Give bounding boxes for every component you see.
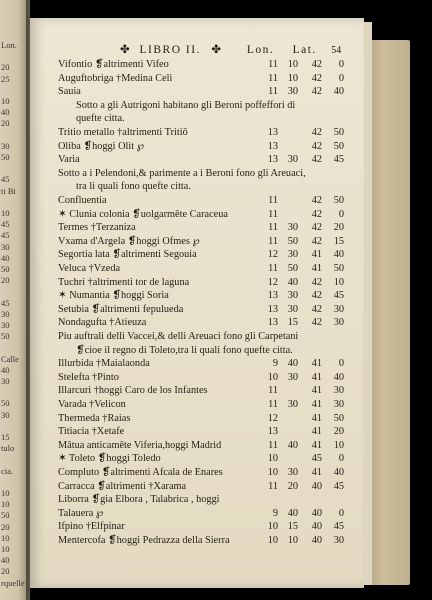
- place-name: Termes †Terzaniza: [58, 222, 136, 234]
- longitude-degrees: 11: [268, 195, 278, 206]
- left-page-fragment: 20: [1, 118, 10, 129]
- left-page-fragment: 45: [1, 174, 10, 185]
- left-page-fragment: 10: [1, 544, 10, 554]
- place-name: Stelefta †Pinto: [58, 371, 119, 383]
- longitude-degrees: 10: [267, 467, 278, 478]
- latitude-minutes: 45: [333, 480, 344, 492]
- latitude-degrees: 40: [311, 535, 322, 546]
- latitude-degrees: 41: [311, 439, 322, 451]
- place-row: [30, 493, 364, 506]
- ornament-right: ✤: [211, 44, 223, 56]
- longitude-minutes: 15: [287, 521, 298, 533]
- latitude-degrees: 41: [311, 412, 322, 424]
- longitude-minutes: 30: [287, 154, 298, 166]
- latitude-minutes: 50: [333, 263, 344, 274]
- latitude-degrees: 42: [311, 208, 322, 220]
- place-name: Tuchri †altrimenti tor de laguna: [58, 276, 190, 288]
- latitude-minutes: 0: [338, 208, 344, 220]
- latitude-degrees: 41: [311, 371, 322, 383]
- place-row: [30, 371, 364, 384]
- book-page: [30, 18, 364, 588]
- latitude-degrees: 42: [311, 317, 322, 329]
- left-page-fragment: 30: [1, 308, 10, 319]
- place-row: [30, 153, 364, 166]
- place-row: [30, 439, 364, 452]
- column-heading-longitude: Lon.: [246, 44, 275, 56]
- latitude-degrees: 42: [311, 276, 322, 288]
- left-page-fragment: cia.: [1, 465, 14, 476]
- left-page-fragment: 50: [1, 510, 10, 521]
- longitude-minutes: 40: [287, 507, 298, 519]
- longitude-minutes: 15: [287, 317, 298, 329]
- latitude-degrees: 42: [311, 235, 322, 247]
- place-name: Compluto ❡altrimenti Afcala de Enares: [58, 467, 223, 478]
- longitude-minutes: 30: [287, 399, 298, 410]
- latitude-degrees: 41: [311, 249, 322, 261]
- left-page-fragment: Lon.: [1, 40, 17, 50]
- place-row: [30, 303, 364, 316]
- latitude-degrees: 42: [311, 303, 322, 315]
- latitude-degrees: 40: [311, 480, 322, 492]
- latitude-minutes: 15: [333, 235, 344, 247]
- place-name: ✶ Toleto ❡hoggi Toledo: [58, 453, 161, 465]
- place-row: [30, 58, 364, 71]
- left-page-fragment: 25: [1, 73, 10, 84]
- longitude-degrees: 11: [268, 399, 278, 410]
- left-page-fragment: 40: [1, 555, 10, 566]
- longitude-minutes: 20: [287, 480, 298, 492]
- latitude-minutes: 0: [338, 453, 344, 465]
- place-name: Ifpino †Elfpinar: [58, 521, 125, 533]
- longitude-degrees: 10: [267, 371, 278, 383]
- left-page-fragment: 10: [1, 488, 10, 498]
- left-page-fragment: 20: [1, 566, 10, 577]
- place-name: Mentercofa ❡hoggi Pedrazza della Sierra: [58, 535, 230, 546]
- left-page-fragment: tulo: [1, 443, 15, 454]
- latitude-degrees: 41: [311, 426, 322, 438]
- place-row: [30, 384, 364, 397]
- place-row: [30, 221, 364, 234]
- place-row: [30, 248, 364, 261]
- place-row: [30, 412, 364, 425]
- place-name: ✶ Numantia ❡hoggi Soria: [58, 290, 169, 302]
- latitude-minutes: 30: [333, 535, 344, 546]
- left-page-fragment: 50: [1, 398, 10, 409]
- left-page-fragment: 40: [1, 364, 10, 375]
- longitude-minutes: 30: [287, 467, 298, 478]
- left-page-fragment: 10: [1, 96, 10, 106]
- latitude-minutes: 30: [333, 317, 344, 329]
- place-name: Auguftobriga †Medina Celi: [58, 72, 173, 84]
- longitude-degrees: 11: [268, 208, 278, 220]
- left-page-fragment: 45: [1, 219, 10, 230]
- latitude-degrees: 42: [311, 72, 322, 84]
- longitude-minutes: 40: [287, 358, 298, 370]
- left-page-fragment: 50: [1, 264, 10, 274]
- place-row: [30, 194, 364, 207]
- longitude-degrees: 10: [267, 453, 278, 465]
- left-page-fragment: 20: [1, 62, 10, 73]
- latitude-degrees: 42: [311, 127, 322, 138]
- latitude-minutes: 30: [333, 385, 344, 397]
- latitude-minutes: 0: [338, 507, 344, 519]
- latitude-degrees: 45: [311, 453, 322, 465]
- place-row: [30, 208, 364, 221]
- running-header: [120, 42, 341, 56]
- left-page-fragment: 30: [1, 320, 10, 330]
- latitude-minutes: 40: [333, 467, 344, 478]
- ornament-left: ✤: [120, 44, 132, 56]
- longitude-minutes: 30: [287, 249, 298, 261]
- place-name: Segortia lata ❡altrimenti Segouia: [58, 249, 197, 261]
- latitude-degrees: 42: [311, 222, 322, 234]
- longitude-degrees: 13: [267, 140, 278, 152]
- place-name: Vxama d'Argela ❡hoggi Ofmes ℘: [58, 235, 200, 247]
- longitude-degrees: 11: [268, 263, 278, 274]
- longitude-degrees: 11: [268, 72, 278, 84]
- longitude-degrees: 9: [272, 507, 278, 519]
- place-name: Varia: [58, 154, 80, 166]
- place-row: [30, 466, 364, 479]
- longitude-degrees: 11: [268, 59, 278, 70]
- latitude-minutes: 45: [333, 154, 344, 166]
- latitude-minutes: 0: [338, 72, 344, 84]
- latitude-minutes: 30: [333, 303, 344, 315]
- latitude-minutes: 0: [338, 358, 344, 370]
- longitude-degrees: 13: [267, 127, 278, 138]
- latitude-minutes: 20: [333, 222, 344, 234]
- longitude-degrees: 12: [267, 276, 278, 288]
- latitude-minutes: 20: [333, 426, 344, 438]
- place-name: Carracca ❡altrimenti †Xarama: [58, 480, 187, 492]
- longitude-degrees: 11: [268, 222, 278, 234]
- left-page-fragment: 30: [1, 409, 10, 420]
- latitude-degrees: 42: [311, 195, 322, 206]
- longitude-degrees: 11: [268, 385, 278, 397]
- place-row: [30, 316, 364, 329]
- place-name: Veluca †Vzeda: [58, 263, 121, 274]
- place-name: Varada †Velicon: [58, 399, 126, 410]
- place-row: [30, 276, 364, 289]
- place-name: Tritio metallo †altrimenti Tritiō: [58, 127, 188, 138]
- longitude-minutes: 10: [287, 59, 298, 70]
- left-page-fragment: ti Bi: [1, 185, 16, 196]
- place-name: Vifontio ❡altrimenti Vifeo: [58, 59, 169, 70]
- place-row: [30, 507, 364, 520]
- latitude-minutes: 50: [333, 140, 344, 152]
- left-page-fragment: 50: [1, 331, 10, 342]
- latitude-degrees: 42: [311, 59, 322, 70]
- longitude-degrees: 13: [267, 154, 278, 166]
- prose-line: Sotto a gli Autrigoni habitano gli Beroni poffeffori di: [76, 99, 296, 111]
- left-page-fragment: 10: [1, 532, 10, 543]
- place-row: [30, 262, 364, 275]
- latitude-degrees: 42: [311, 290, 322, 302]
- longitude-minutes: 10: [287, 535, 298, 546]
- left-page-fragment: rquelle: [1, 577, 25, 588]
- longitude-degrees: 13: [267, 303, 278, 315]
- place-row: [30, 289, 364, 302]
- place-name: Nondagufta †Atieuza: [58, 317, 147, 329]
- left-page-fragment: Calle: [1, 353, 19, 364]
- place-row: [30, 480, 364, 493]
- latitude-minutes: 45: [333, 521, 344, 533]
- place-row: [30, 452, 364, 465]
- left-page-fragment: 45: [1, 230, 10, 241]
- longitude-degrees: 10: [267, 535, 278, 546]
- place-name: Illurbida †Maialaonda: [58, 358, 150, 370]
- column-heading-latitude: Lat.: [292, 44, 317, 56]
- running-title: LIBRO II.: [139, 44, 201, 56]
- place-row: [30, 534, 364, 547]
- longitude-minutes: 30: [287, 303, 298, 315]
- latitude-minutes: 30: [333, 399, 344, 410]
- latitude-degrees: 41: [311, 399, 322, 410]
- prose-line: Piu auftrali delli Vaccei,& delli Areuaci fono gli Carpetani: [58, 331, 299, 342]
- longitude-minutes: 40: [287, 276, 298, 288]
- place-name: Talauera ℘: [58, 507, 104, 519]
- place-row: [30, 140, 364, 153]
- latitude-minutes: 10: [333, 276, 344, 288]
- longitude-minutes: 10: [287, 72, 298, 84]
- latitude-minutes: 10: [333, 439, 344, 451]
- place-row: [30, 357, 364, 370]
- longitude-degrees: 9: [272, 358, 278, 370]
- latitude-degrees: 40: [311, 507, 322, 519]
- place-name: Illarcuri †hoggi Caro de los Infantes: [58, 385, 208, 397]
- longitude-degrees: 13: [267, 290, 278, 302]
- place-row: [30, 520, 364, 533]
- prose-line: ❡cioe il regno di Toleto,tra li quali fono quefte citta.: [76, 344, 293, 356]
- place-row: [30, 126, 364, 139]
- left-page-fragment: 30: [1, 376, 10, 386]
- latitude-degrees: 42: [311, 154, 322, 166]
- latitude-degrees: 41: [311, 358, 322, 370]
- page-number: 54: [331, 45, 342, 56]
- place-row: [30, 425, 364, 438]
- place-name: Thermeda †Raias: [58, 412, 131, 424]
- longitude-minutes: 50: [287, 235, 298, 247]
- latitude-degrees: 42: [311, 86, 322, 98]
- longitude-degrees: 11: [268, 439, 278, 451]
- left-page-fragment: 45: [1, 297, 10, 308]
- latitude-minutes: 45: [333, 290, 344, 302]
- place-name: Setubia ❡altrimenti fepulueda: [58, 303, 184, 315]
- left-page-fragment: 40: [1, 107, 10, 118]
- page-text: [30, 18, 364, 588]
- latitude-minutes: 40: [333, 371, 344, 383]
- longitude-minutes: 30: [287, 86, 298, 98]
- longitude-degrees: 12: [267, 412, 278, 424]
- left-page-fragment: 20: [1, 521, 10, 532]
- longitude-degrees: 13: [267, 317, 278, 329]
- longitude-minutes: 30: [287, 290, 298, 302]
- latitude-degrees: 42: [311, 140, 322, 152]
- place-name: Liborra ❡gia Elbora , Talabrica , hoggi: [58, 494, 220, 506]
- place-name: Sauia: [58, 86, 81, 98]
- place-row: [30, 72, 364, 85]
- left-page-fragment: 10: [1, 208, 10, 218]
- latitude-minutes: 50: [333, 412, 344, 424]
- prose-line: quefte citta.: [76, 113, 125, 125]
- longitude-degrees: 11: [268, 480, 278, 492]
- prose-line: tra li quali fono quefte citta.: [76, 181, 191, 193]
- place-name: Confluentia: [58, 195, 107, 206]
- left-page-fragment: 10: [1, 499, 10, 510]
- longitude-degrees: 11: [268, 235, 278, 247]
- place-name: Oliba ❡hoggi Olit ℘: [58, 140, 144, 152]
- latitude-degrees: 41: [311, 263, 322, 274]
- latitude-degrees: 41: [311, 467, 322, 478]
- latitude-degrees: 41: [311, 385, 322, 397]
- longitude-minutes: 30: [287, 371, 298, 383]
- place-name: ✶ Clunia colonia ❡uolgarmēte Caraceua: [58, 208, 228, 220]
- longitude-minutes: 50: [287, 263, 298, 274]
- place-row: [30, 85, 364, 98]
- left-page-fragment: 15: [1, 432, 10, 442]
- place-name: Mātua anticamēte Viferia,hoggi Madrid: [58, 439, 222, 451]
- latitude-minutes: 50: [333, 195, 344, 206]
- left-page-fragment: 30: [1, 241, 10, 252]
- left-page-fragment: 30: [1, 140, 10, 151]
- latitude-degrees: 40: [311, 521, 322, 533]
- place-name: Titiacia †Xetafe: [58, 426, 125, 438]
- left-page-fragment: 50: [1, 152, 10, 162]
- longitude-degrees: 10: [267, 521, 278, 533]
- place-row: [30, 235, 364, 248]
- latitude-minutes: 50: [333, 127, 344, 138]
- left-page-fragment: 40: [1, 252, 10, 263]
- longitude-minutes: 30: [287, 222, 298, 234]
- latitude-minutes: 40: [333, 249, 344, 261]
- left-page-fragment: 20: [1, 275, 10, 286]
- place-row: [30, 398, 364, 411]
- longitude-degrees: 12: [267, 249, 278, 261]
- latitude-minutes: 0: [338, 59, 344, 70]
- longitude-degrees: 11: [268, 86, 278, 98]
- longitude-degrees: 13: [267, 426, 278, 438]
- prose-line: Sotto a i Pelendoni,& parimente a i Beroni fono gli Areuaci,: [58, 167, 306, 179]
- latitude-minutes: 40: [333, 86, 344, 98]
- longitude-minutes: 40: [287, 439, 298, 451]
